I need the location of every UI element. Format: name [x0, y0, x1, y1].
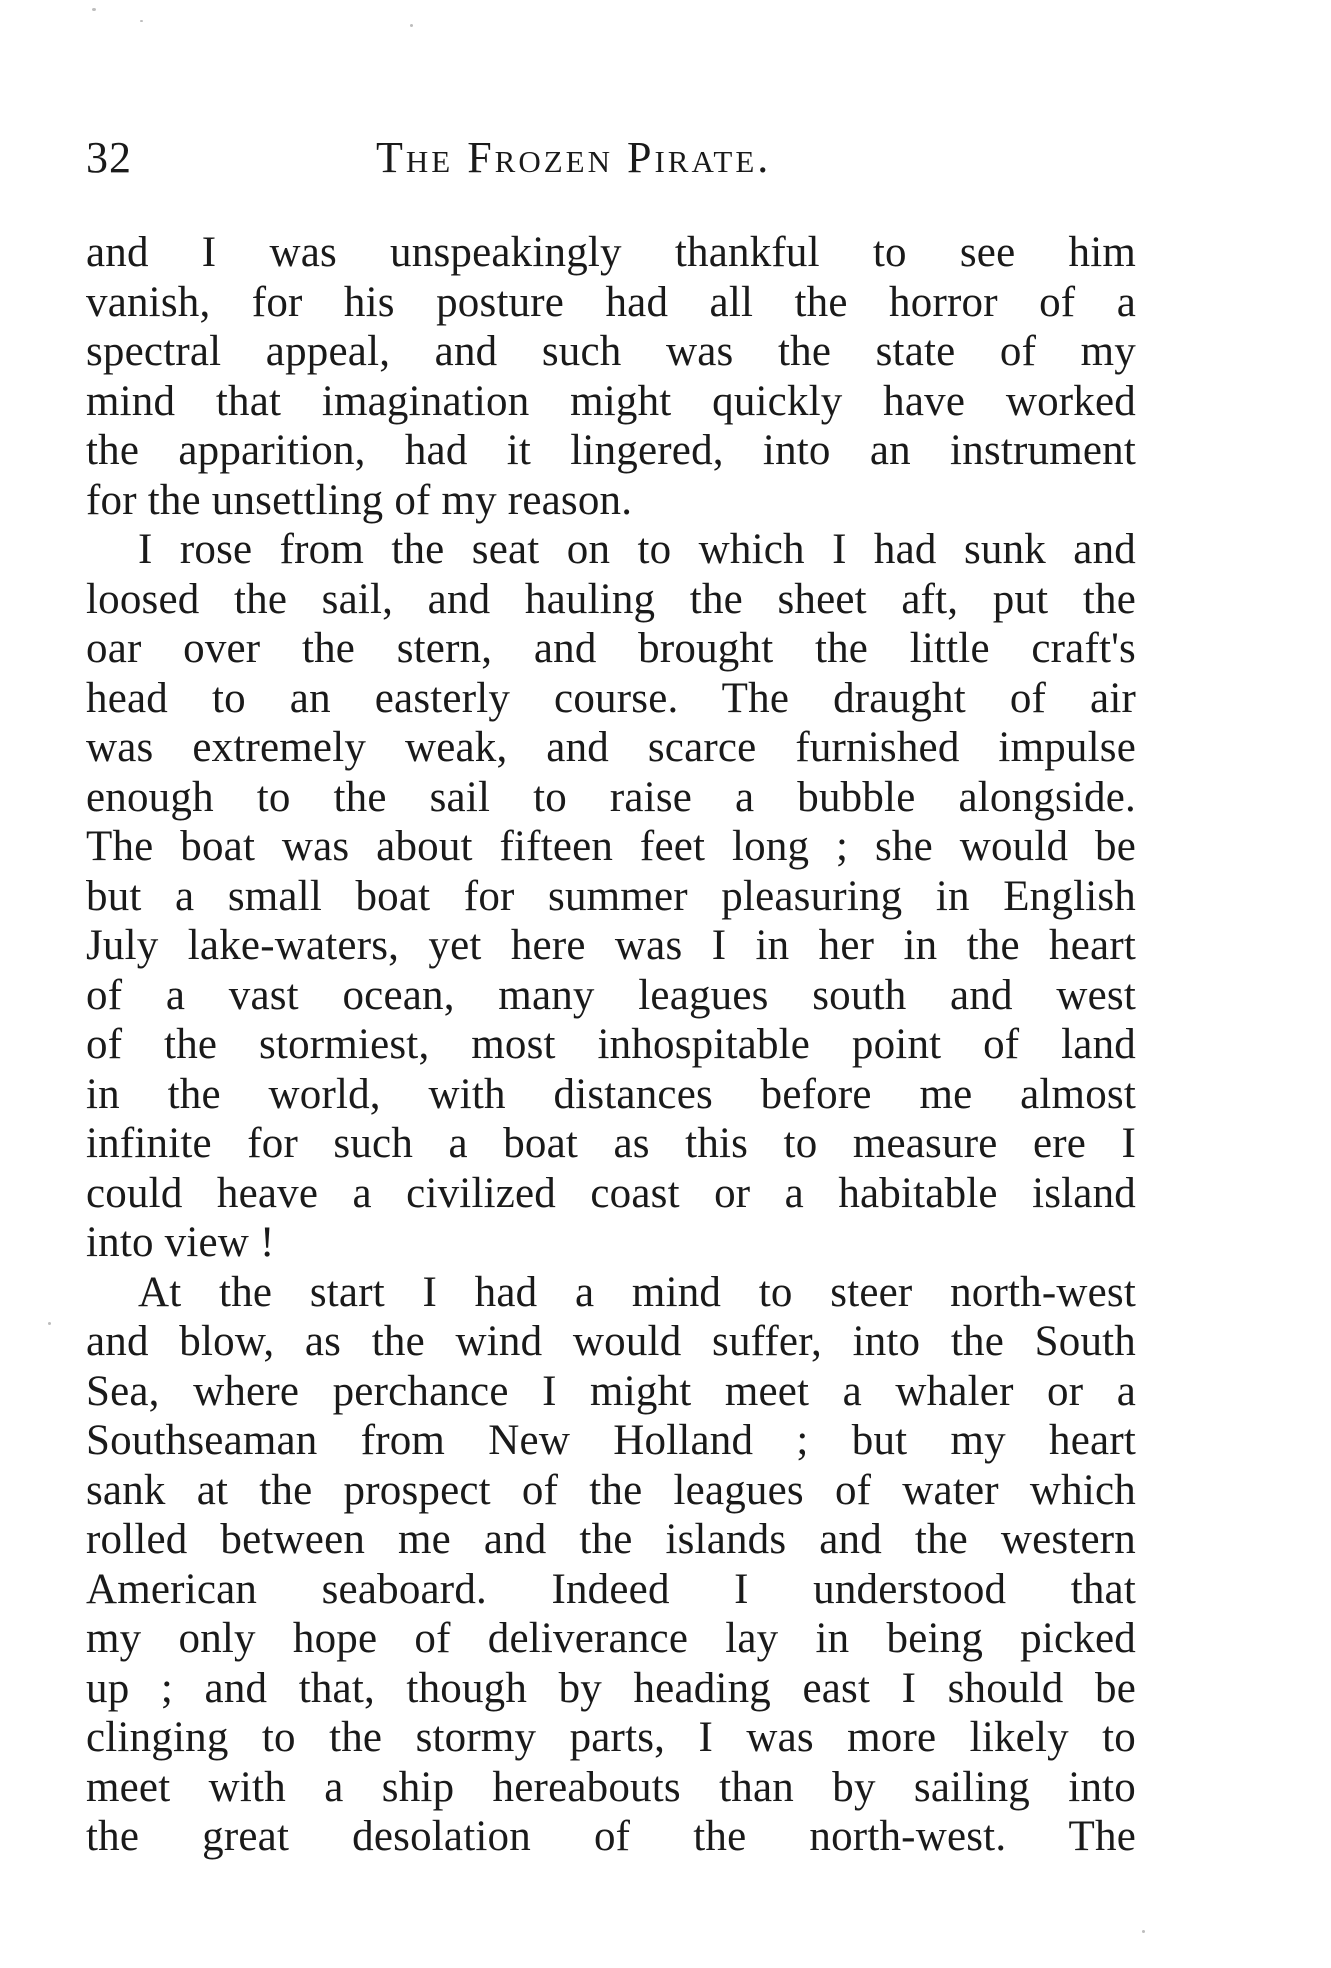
text-line: American seaboard. Indeed I understood that	[86, 1565, 1136, 1613]
text-line: up ; and that, though by heading east I should be	[86, 1664, 1136, 1712]
text-line: head to an easterly course. The draught of air	[86, 674, 1136, 722]
text-line: oar over the stern, and brought the little craft's	[86, 625, 1136, 672]
page-number: 32	[86, 133, 132, 182]
body-text	[86, 228, 1136, 1862]
text-line: of the stormiest, most inhospitable point of land	[86, 1021, 1136, 1068]
text-line: rolled between me and the islands and the western	[86, 1516, 1136, 1563]
text-line: could heave a civilized coast or a habitable island	[86, 1169, 1136, 1217]
text-line: sank at the prospect of the leagues of water which	[86, 1466, 1136, 1514]
text-line: meet with a ship hereabouts than by sailing into	[86, 1763, 1136, 1811]
text-line: mind that imagination might quickly have worked	[86, 377, 1136, 425]
text-line: July lake-waters, yet here was I in her in the heart	[86, 922, 1136, 969]
text-line: The boat was about fifteen feet long ; she would be	[86, 823, 1136, 870]
text-line: Southseaman from New Holland ; but my heart	[86, 1417, 1136, 1464]
text-line: I rose from the seat on to which I had sunk and	[138, 526, 1136, 573]
text-line: into view !	[86, 1219, 275, 1266]
text-line: clinging to the stormy parts, I was more likely to	[86, 1714, 1136, 1761]
text-line: infinite for such a boat as this to measure ere I	[86, 1120, 1136, 1167]
print-speck	[410, 24, 413, 27]
print-speck	[92, 8, 96, 11]
text-line: the apparition, had it lingered, into an instrument	[86, 427, 1136, 474]
running-title: The Frozen Pirate.	[376, 133, 772, 182]
text-line: enough to the sail to raise a bubble alongside.	[86, 773, 1136, 821]
text-line: in the world, with distances before me almost	[86, 1070, 1136, 1118]
text-line: for the unsettling of my reason.	[86, 476, 633, 524]
text-line: the great desolation of the north-west. The	[86, 1813, 1136, 1860]
text-line: was extremely weak, and scarce furnished impulse	[86, 724, 1136, 771]
text-line: but a small boat for summer pleasuring in English	[86, 872, 1136, 920]
text-line: and blow, as the wind would suffer, into the South	[86, 1318, 1136, 1365]
print-speck	[48, 1322, 51, 1325]
text-line: my only hope of deliverance lay in being picked	[86, 1615, 1136, 1662]
text-line: vanish, for his posture had all the horror of a	[86, 278, 1136, 326]
running-head	[86, 128, 1136, 188]
text-line: At the start I had a mind to steer north-west	[138, 1268, 1136, 1316]
text-line: and I was unspeakingly thankful to see him	[86, 229, 1136, 276]
text-line: spectral appeal, and such was the state of my	[86, 328, 1136, 375]
text-line: Sea, where perchance I might meet a whaler or a	[86, 1367, 1136, 1415]
text-line: loosed the sail, and hauling the sheet aft, put the	[86, 575, 1136, 623]
text-line: of a vast ocean, many leagues south and west	[86, 971, 1136, 1019]
print-speck	[1142, 1930, 1145, 1933]
print-speck	[140, 20, 143, 22]
